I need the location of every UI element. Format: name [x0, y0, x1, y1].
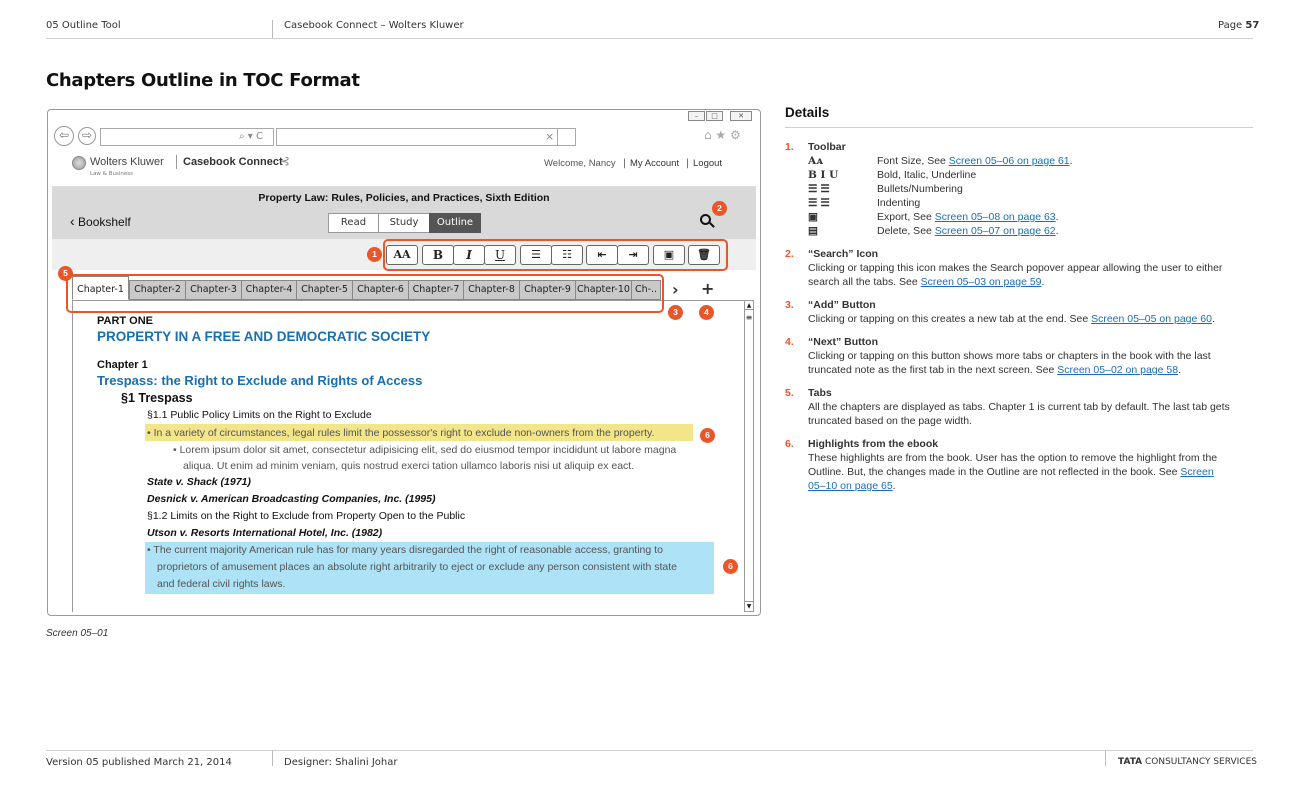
footer-rule — [46, 750, 1253, 751]
screen-link[interactable]: 05–10 on page 65 — [808, 480, 893, 492]
book-title: Property Law: Rules, Policies, and Practices, Sixth Edition — [258, 192, 550, 204]
back-icon[interactable]: ⇦ — [54, 126, 74, 146]
close-window-icon[interactable]: ✕ — [730, 111, 752, 121]
tab-chapter-9[interactable]: Chapter-9 — [519, 280, 576, 300]
next-tabs-button[interactable]: › — [672, 280, 679, 299]
item-number: 3. — [785, 299, 794, 311]
scrollbar[interactable] — [744, 300, 754, 612]
indent-icon: ☰ ☰ — [808, 197, 830, 209]
toolbar-row-desc: Delete, See Screen 05–07 on page 62. — [877, 225, 1059, 237]
callout-badge-6b: 6 — [723, 559, 738, 574]
part-title: PROPERTY IN A FREE AND DEMOCRATIC SOCIETY — [97, 329, 431, 344]
callout-badge-3: 3 — [668, 305, 683, 320]
callout-badge-4: 4 — [699, 305, 714, 320]
mode-study[interactable]: Study — [378, 213, 430, 233]
mode-outline[interactable]: Outline — [429, 213, 481, 233]
trash-icon: 🗑 — [697, 248, 711, 261]
app-header: Wolters Kluwer Law & Business Casebook Connect ⊰ Welcome, Nancy | My Account | Logout — [52, 151, 756, 187]
search-hint-icon: ⌕ ▾ C — [239, 131, 263, 142]
item-text: These highlights are from the book. User has the option to remove the highlight from the Outline. But, the changes made in the Outline are not reflected in the book. See Screen 05–10 on page 65. — [808, 452, 1218, 492]
highlight-yellow[interactable]: • In a variety of circumstances, legal rules limit the possessor's right to exclude non-owners from the property. — [145, 424, 693, 441]
item-heading: Toolbar — [808, 141, 846, 153]
maximize-icon[interactable]: □ — [706, 111, 723, 121]
item-number: 2. — [785, 248, 794, 260]
export-icon: ▣ — [663, 248, 675, 261]
details-rule — [785, 127, 1253, 128]
item-number: 4. — [785, 336, 794, 348]
screen-link[interactable]: Screen 05–07 on page 62 — [934, 225, 1056, 237]
company-logo: TATA CONSULTANCY SERVICES — [1118, 757, 1257, 767]
welcome-text: Welcome, Nancy — [544, 158, 616, 169]
item-text: Clicking or tapping on this button shows more tabs or chapters in the book with the last truncated note as the first tab in the next screen. See Screen 05–02 on page 58. — [808, 350, 1211, 376]
my-account-link[interactable]: My Account — [630, 158, 680, 169]
chevron-left-icon: ‹ — [70, 213, 75, 229]
subsection-heading: §1.2 Limits on the Right to Exclude from Property Open to the Public — [147, 510, 466, 522]
footer-version: Version 05 published March 21, 2014 — [46, 757, 232, 768]
case-citation: State v. Shack (1971) — [147, 476, 251, 488]
case-citation: Utson v. Resorts International Hotel, Inc. (1982) — [147, 527, 383, 539]
tab-chapter-5[interactable]: Chapter-5 — [296, 280, 353, 300]
screen-link[interactable]: Screen 05–02 on page 58 — [1057, 364, 1179, 376]
tab-bar[interactable] — [276, 128, 558, 146]
list-icon: ☰ ☰ — [808, 183, 830, 195]
brand-name: Wolters Kluwer — [90, 156, 164, 168]
item-text: Clicking or tapping on this creates a new tab at the end. See Screen 05–05 on page 60. — [808, 313, 1215, 325]
outline-content[interactable] — [72, 300, 744, 612]
tab-chapter-8[interactable]: Chapter-8 — [463, 280, 520, 300]
toolbar-row-desc: Bold, Italic, Underline — [877, 169, 977, 181]
header-rule — [46, 38, 1253, 39]
trash-icon: ▤ — [808, 225, 818, 237]
item-heading: “Add” Button — [808, 299, 876, 311]
callout-badge-6: 6 — [700, 428, 715, 443]
item-heading: “Next” Button — [808, 336, 878, 348]
divider — [272, 20, 273, 38]
divider — [176, 155, 177, 169]
biu-icon: B I U — [808, 169, 839, 181]
page-title: Chapters Outline in TOC Format — [46, 70, 360, 91]
tab-truncated[interactable]: Ch-.. — [631, 280, 661, 300]
tab-chapter-1[interactable]: Chapter-1 — [72, 276, 129, 300]
logout-link[interactable]: Logout — [693, 158, 723, 169]
new-tab-area[interactable] — [558, 128, 576, 146]
outdent-icon: ⇤ — [597, 248, 607, 261]
footer-designer: Designer: Shalini Johar — [284, 757, 398, 768]
toolbar-row-desc: Font Size, See Screen 05–06 on page 61. — [877, 155, 1073, 167]
section-heading: §1 Trespass — [121, 391, 193, 405]
tab-chapter-2[interactable]: Chapter-2 — [129, 280, 186, 300]
tab-chapter-6[interactable]: Chapter-6 — [352, 280, 409, 300]
subsection-heading: §1.1 Public Policy Limits on the Right to Exclude — [147, 409, 372, 421]
tab-chapter-10[interactable]: Chapter-10 — [575, 280, 632, 300]
callout-toolbar-box — [383, 239, 728, 271]
browser-window — [47, 109, 761, 616]
tree-icon: ⊰ — [280, 154, 291, 168]
export-icon: ▣ — [808, 211, 818, 223]
item-number: 6. — [785, 438, 794, 450]
case-citation: Desnick v. American Broadcasting Companies, Inc. (1995) — [147, 493, 436, 505]
highlight-line: • The current majority American rule has for many years disregarded the right of reasonable access, granting to — [147, 544, 663, 556]
item-number: 1. — [785, 141, 794, 153]
toolbar-row-desc: Indenting — [877, 197, 921, 209]
scroll-down-icon[interactable]: ▼ — [746, 603, 752, 610]
tab-chapter-4[interactable]: Chapter-4 — [241, 280, 297, 300]
header-section: 05 Outline Tool — [46, 20, 121, 31]
callout-badge-2: 2 — [712, 201, 727, 216]
item-text: Clicking or tapping this icon makes the Search popover appear allowing the user to either search all the tabs. See Screen 05–03 on page 59. — [808, 262, 1223, 288]
close-tab-icon[interactable]: × — [545, 130, 555, 143]
details-title: Details — [785, 105, 830, 120]
divider — [1105, 750, 1106, 766]
toolbar-row-desc: Export, See Screen 05–08 on page 63. — [877, 211, 1059, 223]
divider — [272, 750, 273, 766]
chapter-label: Chapter 1 — [97, 359, 148, 371]
list-item: • Lorem ipsum dolor sit amet, consectetur adipisicing elit, sed do eiusmod tempor incididunt ut labore magna — [173, 444, 677, 456]
product-name: Casebook Connect — [183, 156, 283, 168]
highlight-line: proprietors of amusement places an absolute right arbitrarily to eject or exclude any person consistent with state — [157, 561, 678, 573]
tab-chapter-7[interactable]: Chapter-7 — [408, 280, 464, 300]
item-heading: Highlights from the ebook — [808, 438, 939, 450]
list-item: aliqua. Ut enim ad minim veniam, quis nostrud exerci tation ullamco laboris nisi ut aliquip ex eact. — [183, 460, 635, 472]
callout-badge-1: 1 — [367, 247, 382, 262]
underline-button[interactable]: U — [484, 245, 516, 265]
search-icon-handle — [709, 222, 715, 228]
tab-chapter-3[interactable]: Chapter-3 — [185, 280, 242, 300]
bullet-list-icon: ☰ — [531, 248, 541, 261]
screen-link[interactable]: Screen 05–03 on page 59 — [920, 276, 1042, 288]
font-size-icon: Aᴀ — [808, 155, 823, 167]
scroll-up-icon[interactable]: ▲ — [746, 302, 752, 309]
book-bar — [52, 187, 756, 239]
bold-button[interactable]: B — [422, 245, 454, 265]
logo-icon — [72, 156, 86, 170]
callout-tabs-box — [66, 274, 664, 313]
item-number: 5. — [785, 387, 794, 399]
screen-link[interactable]: Screen 05–05 on page 60 — [1091, 313, 1212, 325]
address-bar[interactable] — [100, 128, 274, 146]
item-heading: “Search” Icon — [808, 248, 879, 260]
screen-link[interactable]: Screen 05–06 on page 61 — [948, 155, 1070, 167]
screen-caption: Screen 05–01 — [46, 628, 109, 639]
item-text: All the chapters are displayed as tabs. Chapter 1 is current tab by default. The last tab gets truncated based on the page width. — [808, 401, 1230, 427]
brand-sub: Law & Business — [90, 171, 133, 177]
forward-icon[interactable]: ⇨ — [78, 127, 96, 145]
italic-button[interactable]: I — [453, 245, 485, 265]
part-label: PART ONE — [97, 315, 154, 327]
bookshelf-button[interactable]: ‹ Bookshelf — [70, 213, 131, 229]
screen-link[interactable]: Screen — [1180, 466, 1214, 478]
screen-link[interactable]: Screen 05–08 on page 63 — [934, 211, 1056, 223]
font-size-button[interactable]: AA — [386, 245, 418, 265]
header-product: Casebook Connect – Wolters Kluwer — [284, 20, 464, 31]
page-number-label: Page 57 — [1218, 20, 1260, 31]
indent-icon: ⇥ — [628, 248, 638, 261]
item-heading: Tabs — [808, 387, 832, 399]
add-tab-button[interactable]: + — [701, 279, 715, 298]
chapter-title: Trespass: the Right to Exclude and Rights of Access — [97, 373, 423, 388]
callout-badge-5: 5 — [58, 266, 73, 281]
scroll-thumb[interactable]: ≡ — [745, 313, 753, 322]
highlight-line: and federal civil rights laws. — [157, 578, 286, 590]
toolbar-row-desc: Bullets/Numbering — [877, 183, 963, 195]
browser-tools-icons[interactable]: ⌂ ★ ⚙ — [704, 128, 741, 142]
numbered-list-icon: ☷ — [562, 248, 572, 261]
mode-read[interactable]: Read — [328, 213, 379, 233]
minimize-icon[interactable]: – — [688, 111, 705, 121]
